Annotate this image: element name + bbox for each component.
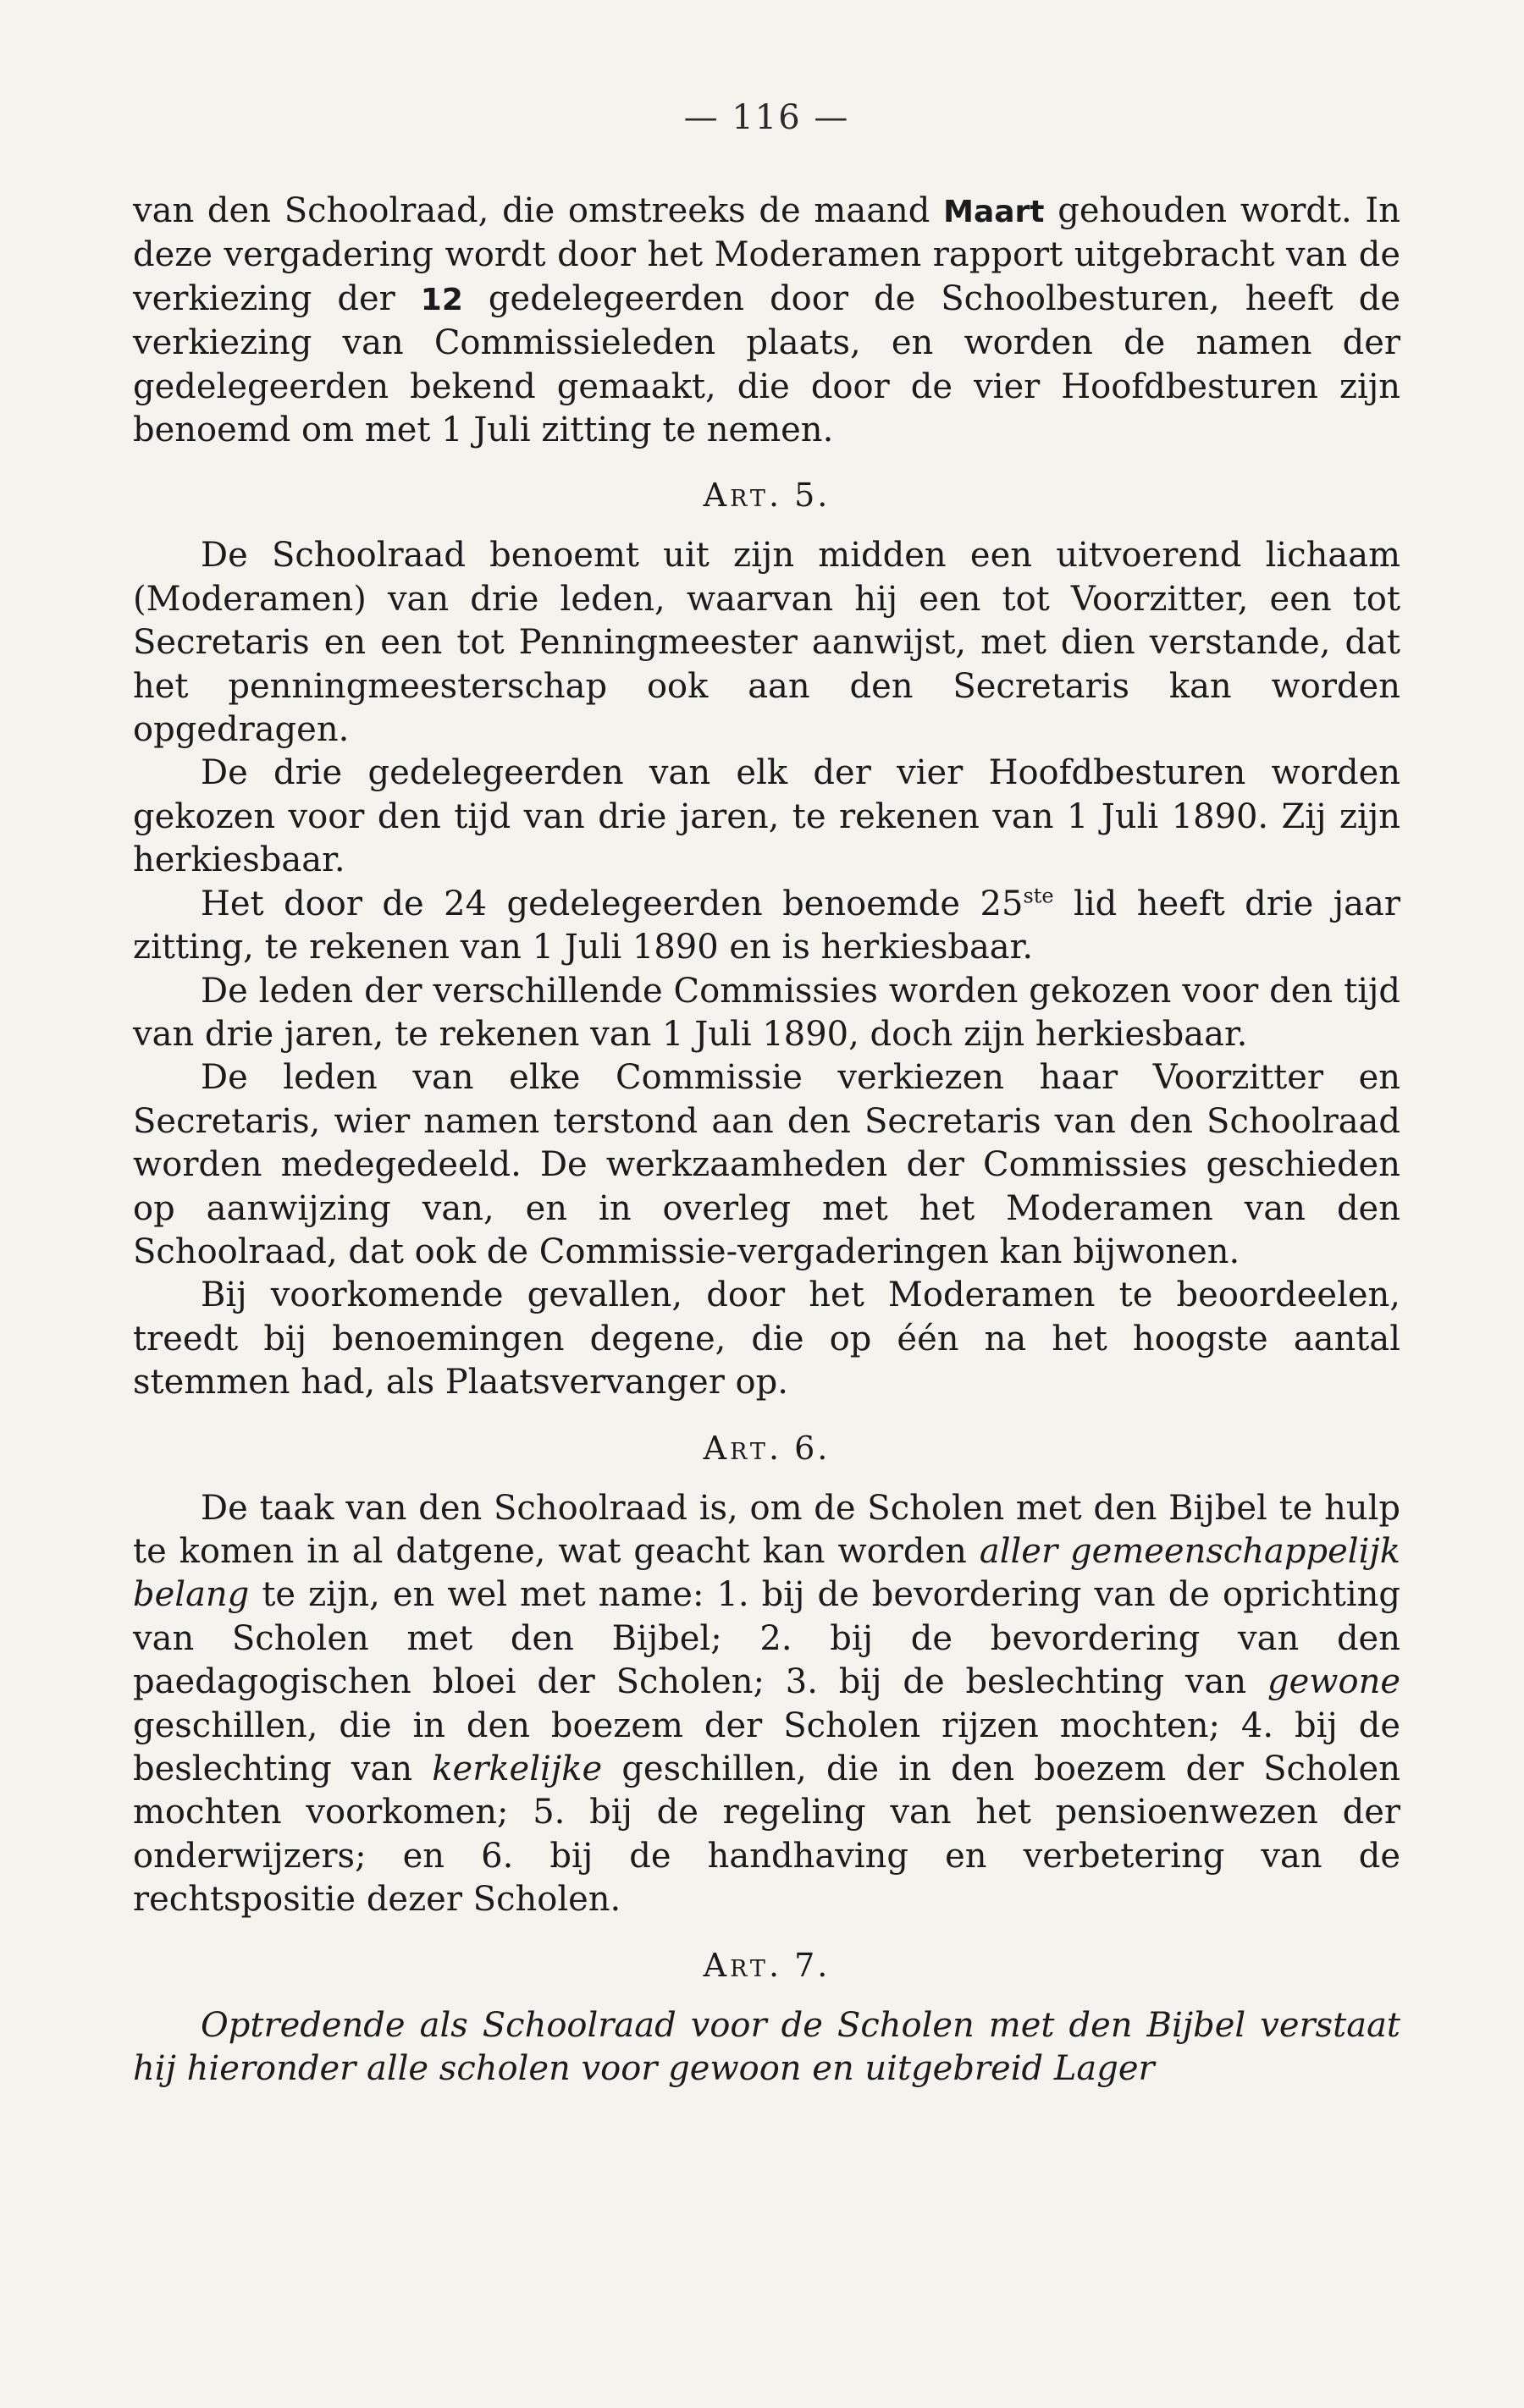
article-6-text-4: geschillen, die in den boezem der Scholen mochten voorkomen; 5. bij de regeling van het pensioenwezen der onderwijzers; en 6. bij de handhaving en verbetering van de rechtspositie dezer Scholen. bbox=[133, 1750, 1400, 1920]
article-7-abbr: Art bbox=[703, 1946, 769, 1984]
article-5-p3-text-2: lid heeft drie jaar zitting, te rekenen van 1 Juli 1890 en is herkiesbaar. bbox=[133, 884, 1400, 967]
article-6-number: . 6. bbox=[768, 1429, 831, 1467]
article-6-text-3: geschillen, die in den boezem der Scholen rijzen mochten; 4. bij de beslechting van bbox=[133, 1705, 1400, 1788]
article-5-paragraph-5: De leden van elke Commissie verkiezen haar Voorzitter en Secretaris, wier namen terstond aan den Secretaris van den Schoolraad worden medegedeeld. De werkzaamheden der Commissies geschieden op aanwijzing van, en in overleg met het Moderamen van den Schoolraad, dat ook de Commissie-vergaderingen kan bijwonen. bbox=[133, 1058, 1400, 1271]
article-6-italic-3: kerkelijke bbox=[432, 1750, 603, 1788]
intro-text-3: gedelegeerden door de Schoolbesturen, heeft de verkiezing van Commissieleden plaats, en worden de namen der gedelegeerden bekend gemaakt, die door de vier Hoofdbesturen zijn benoemd om met 1 Juli zitting te nemen. bbox=[133, 278, 1401, 450]
article-5-paragraph-4: De leden der verschillende Commissies worden gekozen voor den tijd van drie jaren, te rekenen van 1 Juli 1890, doch zijn herkiesbaar. bbox=[133, 971, 1400, 1054]
article-6-italic-1: aller gemeenschappelijk belang bbox=[133, 1531, 1400, 1615]
article-5-p3-superscript: ste bbox=[1023, 884, 1054, 908]
article-5-paragraph-3 bbox=[133, 883, 1400, 970]
intro-bold-month: Maart bbox=[943, 195, 1045, 229]
article-5-paragraph-6: Bij voorkomende gevallen, door het Moderamen te beoordeelen, treedt bij benoemingen degene, die op één na het hoogste aantal stemmen had, als Plaatsvervanger op. bbox=[133, 1276, 1400, 1402]
article-7-paragraph bbox=[133, 2004, 1400, 2091]
intro-bold-number: 12 bbox=[420, 282, 463, 317]
article-5-paragraph-1: De Schoolraad benoemt uit zijn midden een uitvoerend lichaam (Moderamen) van drie leden, waarvan hij een tot Voorzitter, een tot Secretaris en een tot Penningmeester aanwijst, met dien verstande, dat het penningmeesterschap ook aan den Secretaris kan worden opgedragen. bbox=[133, 536, 1400, 750]
article-6-heading bbox=[133, 1427, 1400, 1470]
page-number: — 116 — bbox=[683, 98, 850, 137]
article-5-p3-text-1: Het door de 24 gedelegeerden benoemde 25 bbox=[201, 884, 1024, 923]
article-5-abbr: Art bbox=[703, 477, 769, 515]
paragraph-intro bbox=[133, 190, 1400, 452]
article-6-italic-2: gewone bbox=[1267, 1662, 1400, 1702]
intro-text-2: gehouden wordt. In deze vergadering wordt door het Moderamen rapport uitgebracht van de verkiezing der bbox=[133, 191, 1400, 318]
article-6-paragraph bbox=[133, 1487, 1400, 1922]
article-6-abbr: Art bbox=[703, 1429, 769, 1467]
article-5-heading bbox=[133, 474, 1400, 517]
article-7-heading bbox=[133, 1944, 1400, 1987]
intro-text-1: van den Schoolraad, die omstreeks de maand bbox=[133, 191, 944, 230]
article-6-text-1: De taak van den Schoolraad is, om de Scholen met den Bijbel te hulp te komen in al datgene, wat geacht kan worden bbox=[133, 1488, 1400, 1571]
article-6-text-2: te zijn, en wel met name: 1. bij de bevordering van de oprichting van Scholen met den Bijbel; 2. bij de bevordering van den paedagogischen bloei der Scholen; 3. bij de beslechting van bbox=[133, 1575, 1400, 1702]
article-7-italic-text: Optredende als Schoolraad voor de Scholen met den Bijbel verstaat hij hieronder alle scholen voor gewoon en uitgebreid Lager bbox=[133, 2005, 1400, 2089]
article-5-number: . 5. bbox=[768, 477, 831, 515]
article-7-number: . 7. bbox=[768, 1946, 831, 1984]
article-5-paragraph-2: De drie gedelegeerden van elk der vier Hoofdbesturen worden gekozen voor den tijd van drie jaren, te rekenen van 1 Juli 1890. Zij zijn herkiesbaar. bbox=[133, 753, 1400, 880]
